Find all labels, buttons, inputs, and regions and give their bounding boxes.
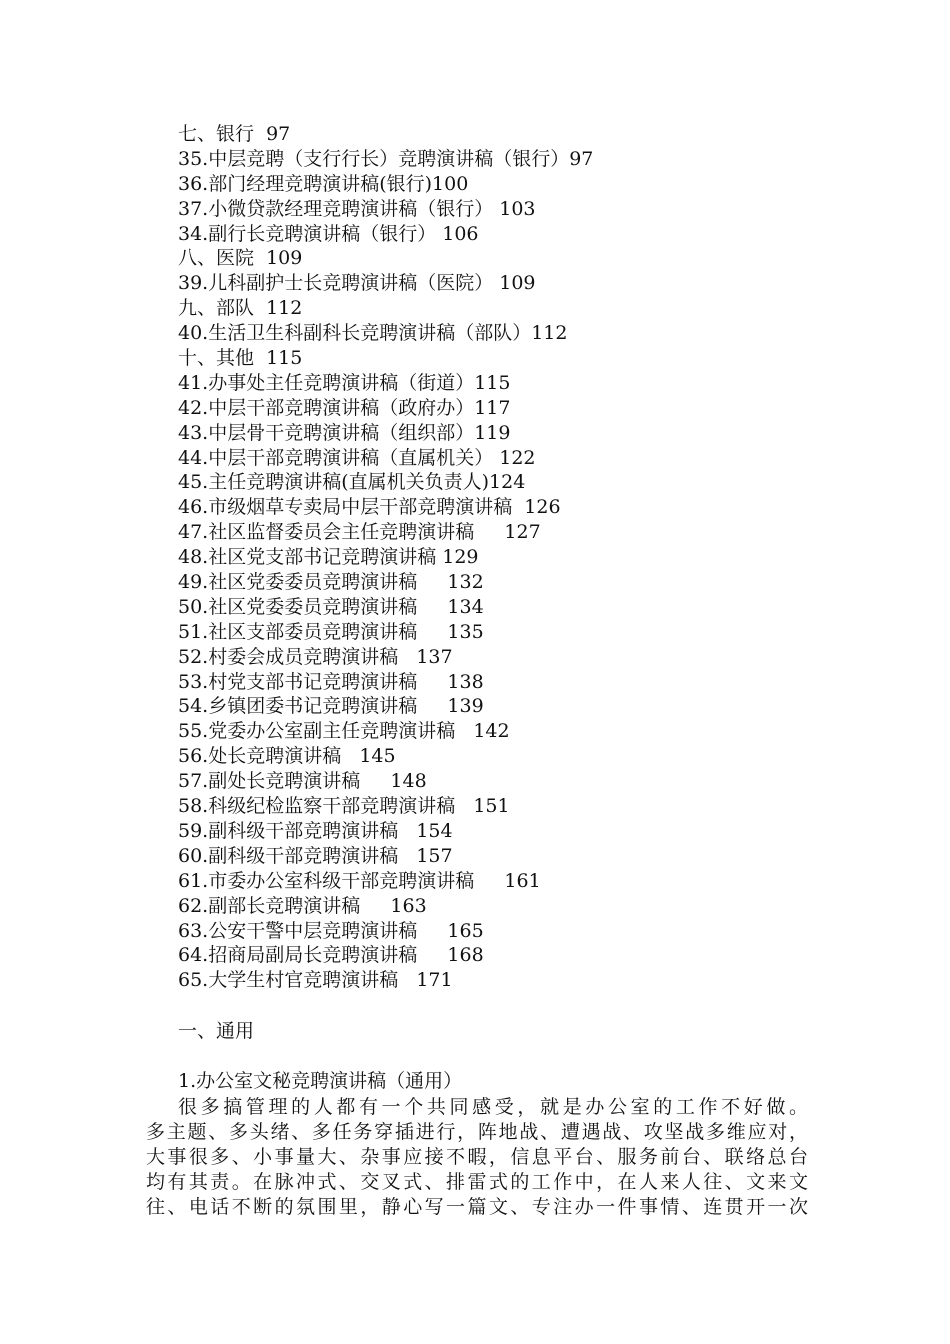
article-body (146, 1095, 808, 1220)
toc-entry[interactable]: 36.部门经理竞聘演讲稿(银行)100 (178, 172, 469, 195)
toc-entry[interactable]: 十、其他 115 (178, 347, 303, 370)
section-heading: 一、通用 (178, 1020, 255, 1042)
body-line: 大事很多、小事量大、杂事应接不暇，信息平台、服务前台、联络总台 (146, 1146, 808, 1168)
toc-entry[interactable]: 47.社区监督委员会主任竞聘演讲稿 127 (178, 521, 541, 544)
toc-entry[interactable]: 52.村委会成员竞聘演讲稿 137 (178, 645, 453, 668)
toc-entry[interactable]: 61.市委办公室科级干部竞聘演讲稿 161 (178, 869, 541, 892)
toc-entry[interactable]: 41.办事处主任竞聘演讲稿（街道）115 (178, 371, 511, 394)
toc-entry[interactable]: 七、银行 97 (178, 123, 291, 145)
toc-entry[interactable]: 55.党委办公室副主任竞聘演讲稿 142 (178, 720, 510, 743)
toc-entry[interactable]: 48.社区党支部书记竞聘演讲稿 129 (178, 546, 479, 569)
toc-entry[interactable]: 63.公安干警中层竞聘演讲稿 165 (178, 919, 484, 942)
toc-entry[interactable]: 64.招商局副局长竞聘演讲稿 168 (178, 944, 484, 967)
body-line: 均有其责。在脉冲式、交叉式、排雷式的工作中，在人来人往、文来文 (146, 1171, 808, 1193)
toc-entry[interactable]: 35.中层竞聘（支行行长）竞聘演讲稿（银行）97 (178, 147, 594, 170)
toc-entry[interactable]: 60.副科级干部竞聘演讲稿 157 (178, 844, 453, 867)
toc-entry[interactable]: 44.中层干部竞聘演讲稿（直属机关） 122 (178, 446, 536, 469)
toc-entry[interactable]: 59.副科级干部竞聘演讲稿 154 (178, 819, 453, 842)
toc-entry[interactable]: 37.小微贷款经理竞聘演讲稿（银行） 103 (178, 197, 536, 220)
toc-entry[interactable]: 八、医院 109 (178, 247, 303, 270)
toc-entry[interactable]: 46.市级烟草专卖局中层干部竞聘演讲稿 126 (178, 496, 561, 519)
body-line: 多主题、多头绪、多任务穿插进行，阵地战、遭遇战、攻坚战多维应对， (146, 1121, 808, 1143)
toc-entry[interactable]: 49.社区党委委员竞聘演讲稿 132 (178, 571, 484, 594)
toc-entry[interactable]: 45.主任竞聘演讲稿(直属机关负责人)124 (178, 471, 526, 494)
toc-entry[interactable]: 43.中层骨干竞聘演讲稿（组织部）119 (178, 421, 511, 444)
toc-entry[interactable]: 53.村党支部书记竞聘演讲稿 138 (178, 670, 484, 693)
body-line: 往、电话不断的氛围里，静心写一篇文、专注办一件事情、连贯开一次 (146, 1196, 808, 1218)
toc-entry[interactable]: 34.副行长竞聘演讲稿（银行） 106 (178, 222, 479, 245)
toc-entry[interactable]: 42.中层干部竞聘演讲稿（政府办）117 (178, 396, 511, 419)
toc-entry[interactable]: 50.社区党委委员竞聘演讲稿 134 (178, 595, 484, 618)
toc-entry[interactable]: 51.社区支部委员竞聘演讲稿 135 (178, 620, 484, 643)
toc-entry[interactable]: 54.乡镇团委书记竞聘演讲稿 139 (178, 695, 484, 718)
table-of-contents (178, 122, 878, 993)
toc-entry[interactable]: 57.副处长竞聘演讲稿 148 (178, 770, 427, 793)
toc-entry[interactable]: 58.科级纪检监察干部竞聘演讲稿 151 (178, 795, 510, 818)
article-title: 1.办公室文秘竞聘演讲稿（通用） (178, 1070, 463, 1092)
toc-entry[interactable]: 九、部队 112 (178, 297, 303, 320)
body-line: 很多搞管理的人都有一个共同感受，就是办公室的工作不好做。 (178, 1096, 808, 1118)
toc-entry[interactable]: 65.大学生村官竞聘演讲稿 171 (178, 969, 453, 992)
toc-entry[interactable]: 56.处长竞聘演讲稿 145 (178, 745, 396, 768)
toc-entry[interactable]: 39.儿科副护士长竞聘演讲稿（医院） 109 (178, 272, 536, 295)
toc-entry[interactable]: 62.副部长竞聘演讲稿 163 (178, 894, 427, 917)
toc-entry[interactable]: 40.生活卫生科副科长竞聘演讲稿（部队）112 (178, 322, 568, 345)
